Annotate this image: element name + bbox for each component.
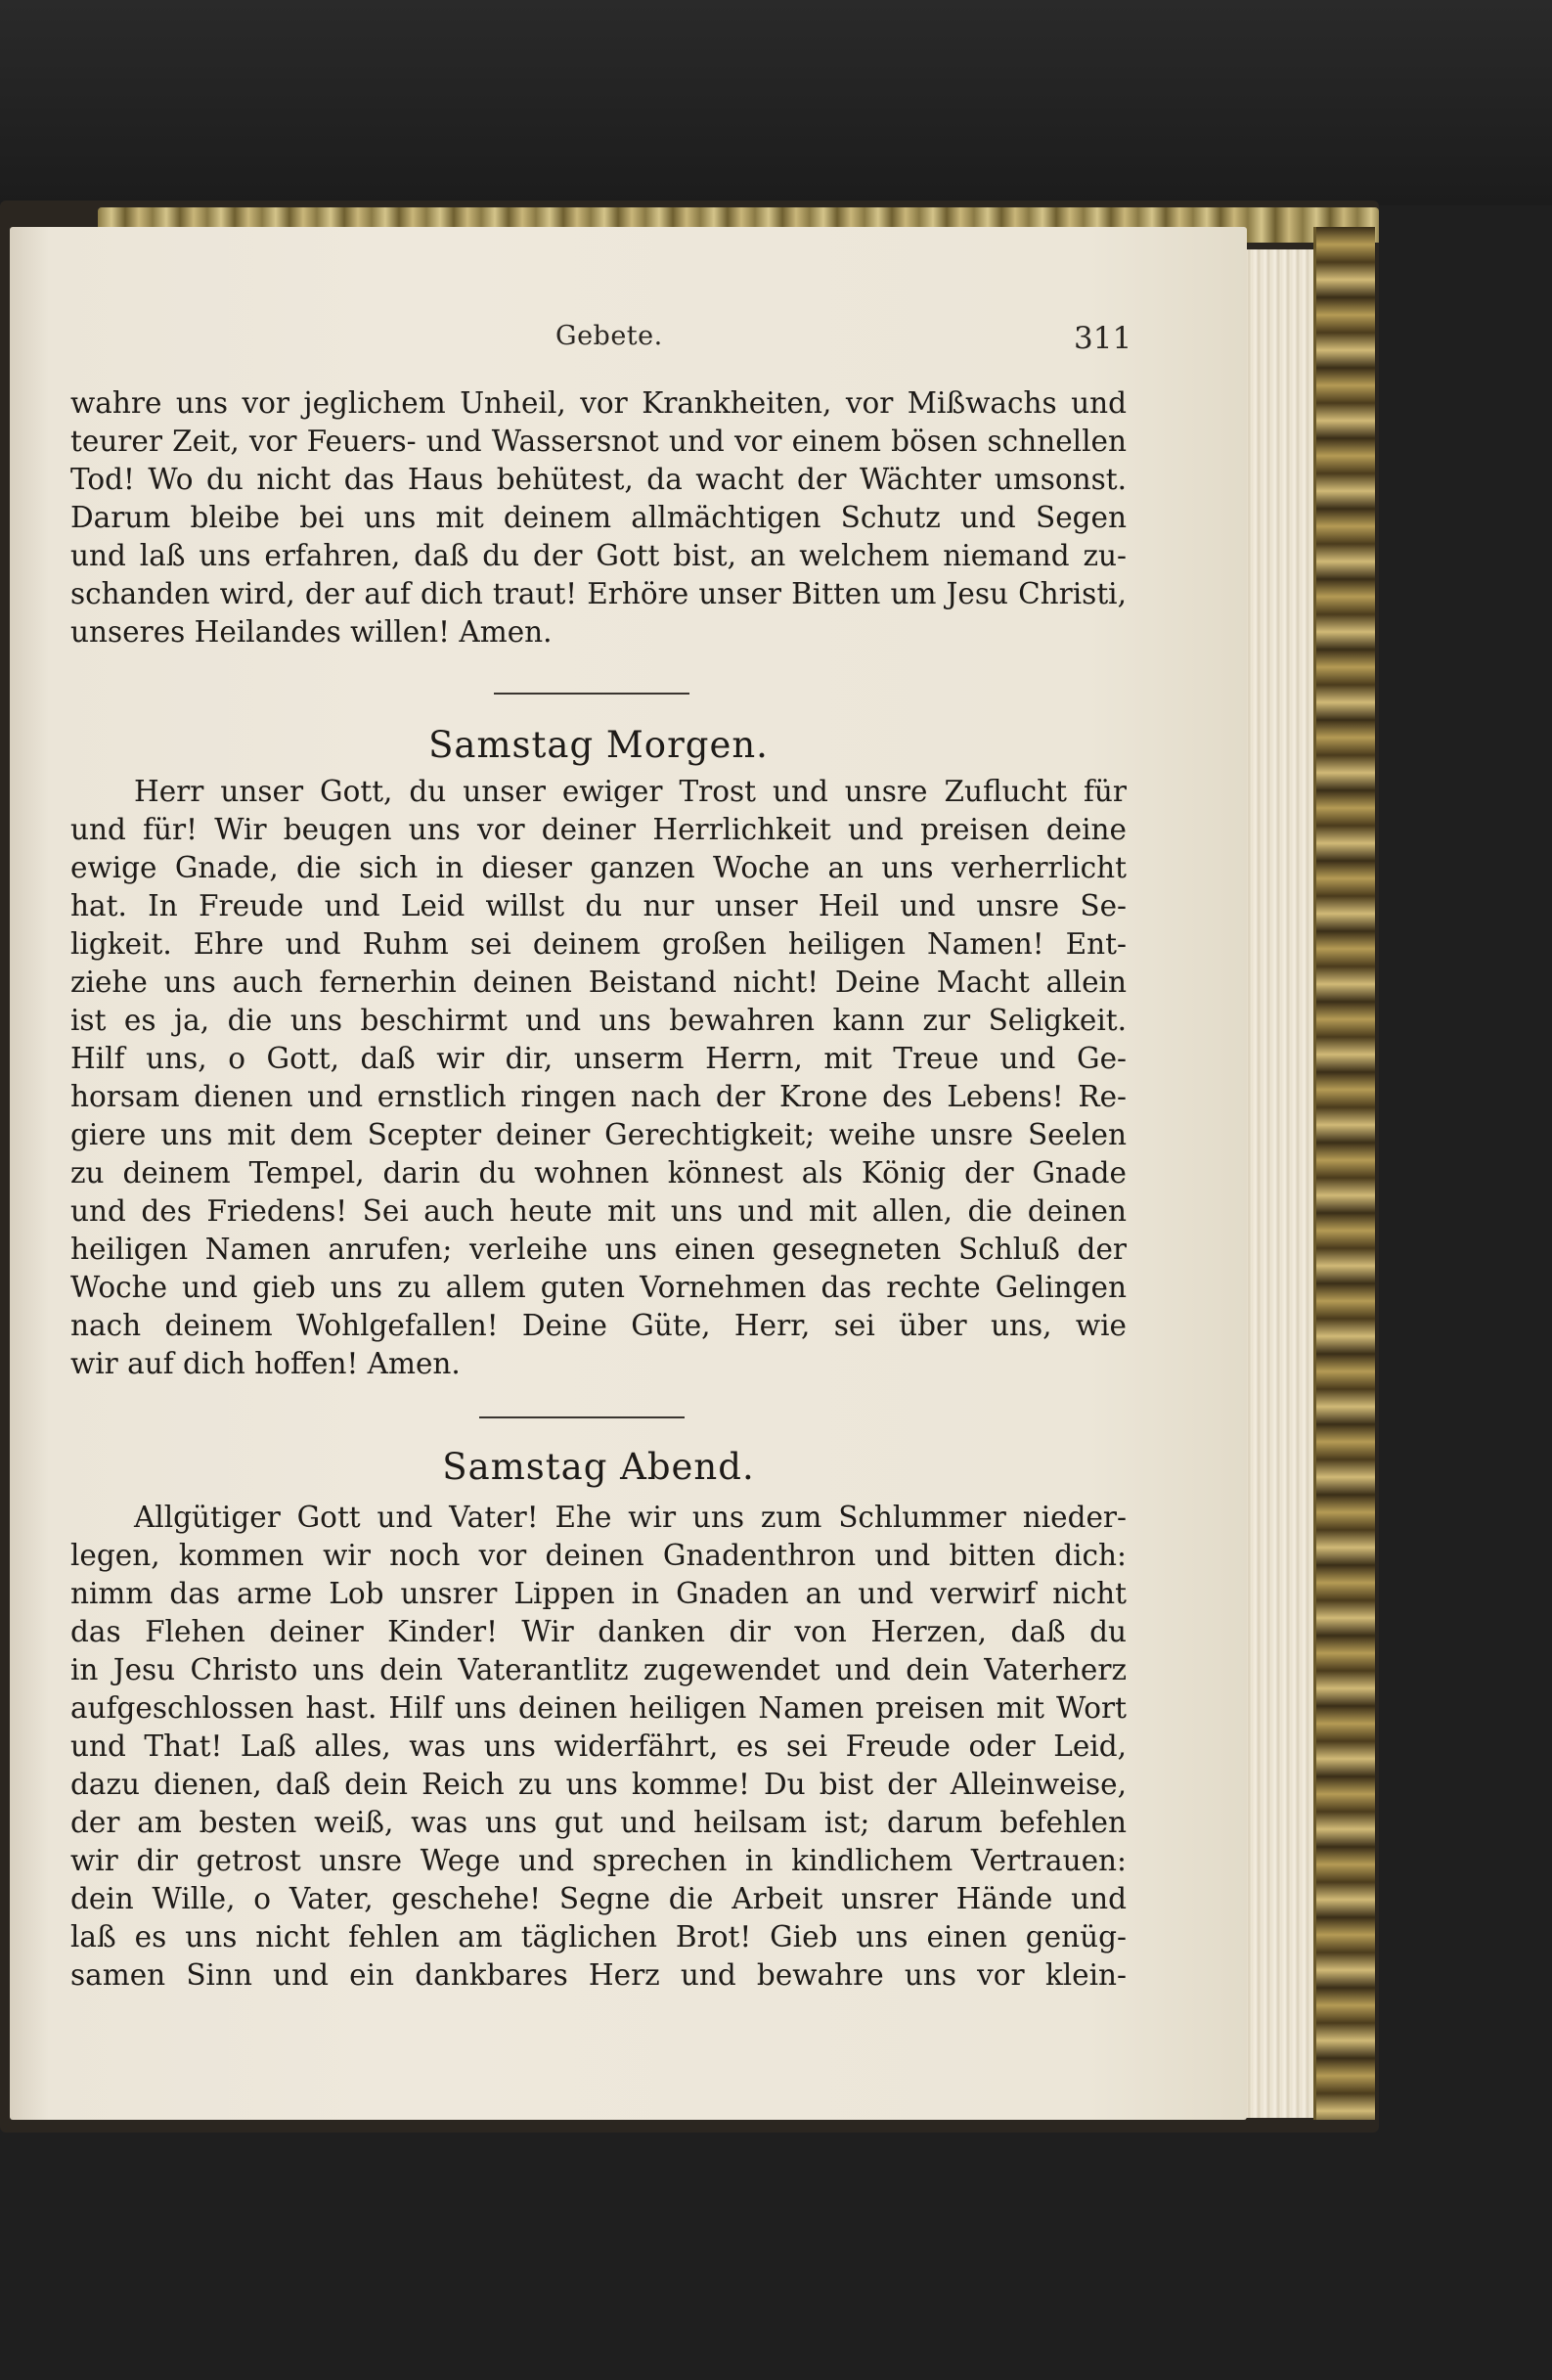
text-line: und des Friedens! Sei auch heute mit uns und mit allen, die deinen [70, 1194, 1127, 1228]
text-line: aufgeschlossen hast. Hilf uns deinen heiligen Namen preisen mit Wort [70, 1691, 1127, 1725]
text-line: hat. In Freude und Leid willst du nur unser Heil und unsre Se- [70, 889, 1127, 922]
text-line: Herr unser Gott, du unser ewiger Trost und unsre Zuflucht für [134, 775, 1127, 808]
text-line: Allgütiger Gott und Vater! Ehe wir uns zum Schlummer nieder- [134, 1501, 1127, 1534]
text-line: giere uns mit dem Scepter deiner Gerechtigkeit; weihe unsre Seelen [70, 1118, 1127, 1151]
text-line: Hilf uns, o Gott, daß wir dir, unserm Herrn, mit Treue und Ge- [70, 1042, 1127, 1075]
text-line: samen Sinn und ein dankbares Herz und bewahre uns vor klein- [70, 1958, 1127, 1992]
text-line: ist es ja, die uns beschirmt und uns bewahren kann zur Seligkeit. [70, 1004, 1127, 1037]
section-divider [479, 1416, 685, 1418]
prayer-morning [70, 773, 1127, 1383]
background-top [0, 0, 1552, 205]
text-line: nimm das arme Lob unsrer Lippen in Gnaden an und verwirf nicht [70, 1577, 1127, 1610]
text-line: und für! Wir beugen uns vor deiner Herrlichkeit und preisen deine [70, 813, 1127, 846]
text-line: teurer Zeit, vor Feuers- und Wassersnot und vor einem bösen schnellen [70, 425, 1127, 458]
text-line: wahre uns vor jeglichem Unheil, vor Krankheiten, vor Mißwachs und [70, 386, 1127, 420]
text-line: ewige Gnade, die sich in dieser ganzen Woche an uns verherrlicht [70, 851, 1127, 884]
page-number: 311 [1074, 321, 1132, 356]
text-line: Woche und gieb uns zu allem guten Vornehmen das rechte Gelingen [70, 1271, 1127, 1304]
text-line: Darum bleibe bei uns mit deinem allmächtigen Schutz und Segen [70, 501, 1127, 534]
text-line: in Jesu Christo uns dein Vaterantlitz zugewendet und dein Vaterherz [70, 1653, 1127, 1686]
text-line: nach deinem Wohlgefallen! Deine Güte, Herr, sei über uns, wie [70, 1309, 1127, 1342]
text-line: das Flehen deiner Kinder! Wir danken dir von Herzen, daß du [70, 1615, 1127, 1648]
prayer-continuation [70, 384, 1127, 651]
page-stack-edge [1242, 249, 1315, 2118]
text-line: legen, kommen wir noch vor deinen Gnadenthron und bitten dich: [70, 1539, 1127, 1572]
text-line: horsam dienen und ernstlich ringen nach der Krone des Lebens! Re- [70, 1080, 1127, 1113]
text-line: dein Wille, o Vater, geschehe! Segne die Arbeit unsrer Hände und [70, 1882, 1127, 1915]
running-head: Gebete. [555, 321, 663, 351]
gilt-edge-side [1313, 227, 1375, 2120]
text-line: Tod! Wo du nicht das Haus behütest, da wacht der Wächter umsonst. [70, 463, 1127, 496]
text-line: heiligen Namen anrufen; verleihe uns einen gesegneten Schluß der [70, 1233, 1127, 1266]
text-line: der am besten weiß, was uns gut und heilsam ist; darum befehlen [70, 1806, 1127, 1839]
text-line: und laß uns erfahren, daß du der Gott bist, an welchem niemand zu- [70, 539, 1127, 572]
prayer-evening [70, 1499, 1127, 1995]
text-line: und That! Laß alles, was uns widerfährt, es sei Freude oder Leid, [70, 1729, 1127, 1763]
text-line: unseres Heilandes willen! Amen. [70, 615, 553, 649]
section-heading-evening: Samstag Abend. [442, 1446, 755, 1488]
text-line: dazu dienen, daß dein Reich zu uns komme! Du bist der Alleinweise, [70, 1768, 1127, 1801]
text-line: laß es uns nicht fehlen am täglichen Brot! Gieb uns einen genüg- [70, 1920, 1127, 1953]
text-line: wir auf dich hoffen! Amen. [70, 1347, 461, 1380]
text-line: schanden wird, der auf dich traut! Erhöre unser Bitten um Jesu Christi, [70, 577, 1127, 610]
text-line: wir dir getrost unsre Wege und sprechen in kindlichem Vertrauen: [70, 1844, 1127, 1877]
section-divider [494, 693, 689, 695]
text-line: ziehe uns auch fernerhin deinen Beistand nicht! Deine Macht allein [70, 965, 1127, 999]
section-heading-morning: Samstag Morgen. [428, 724, 769, 766]
text-line: ligkeit. Ehre und Ruhm sei deinem großen heiligen Namen! Ent- [70, 927, 1127, 961]
text-line: zu deinem Tempel, darin du wohnen könnest als König der Gnade [70, 1156, 1127, 1190]
